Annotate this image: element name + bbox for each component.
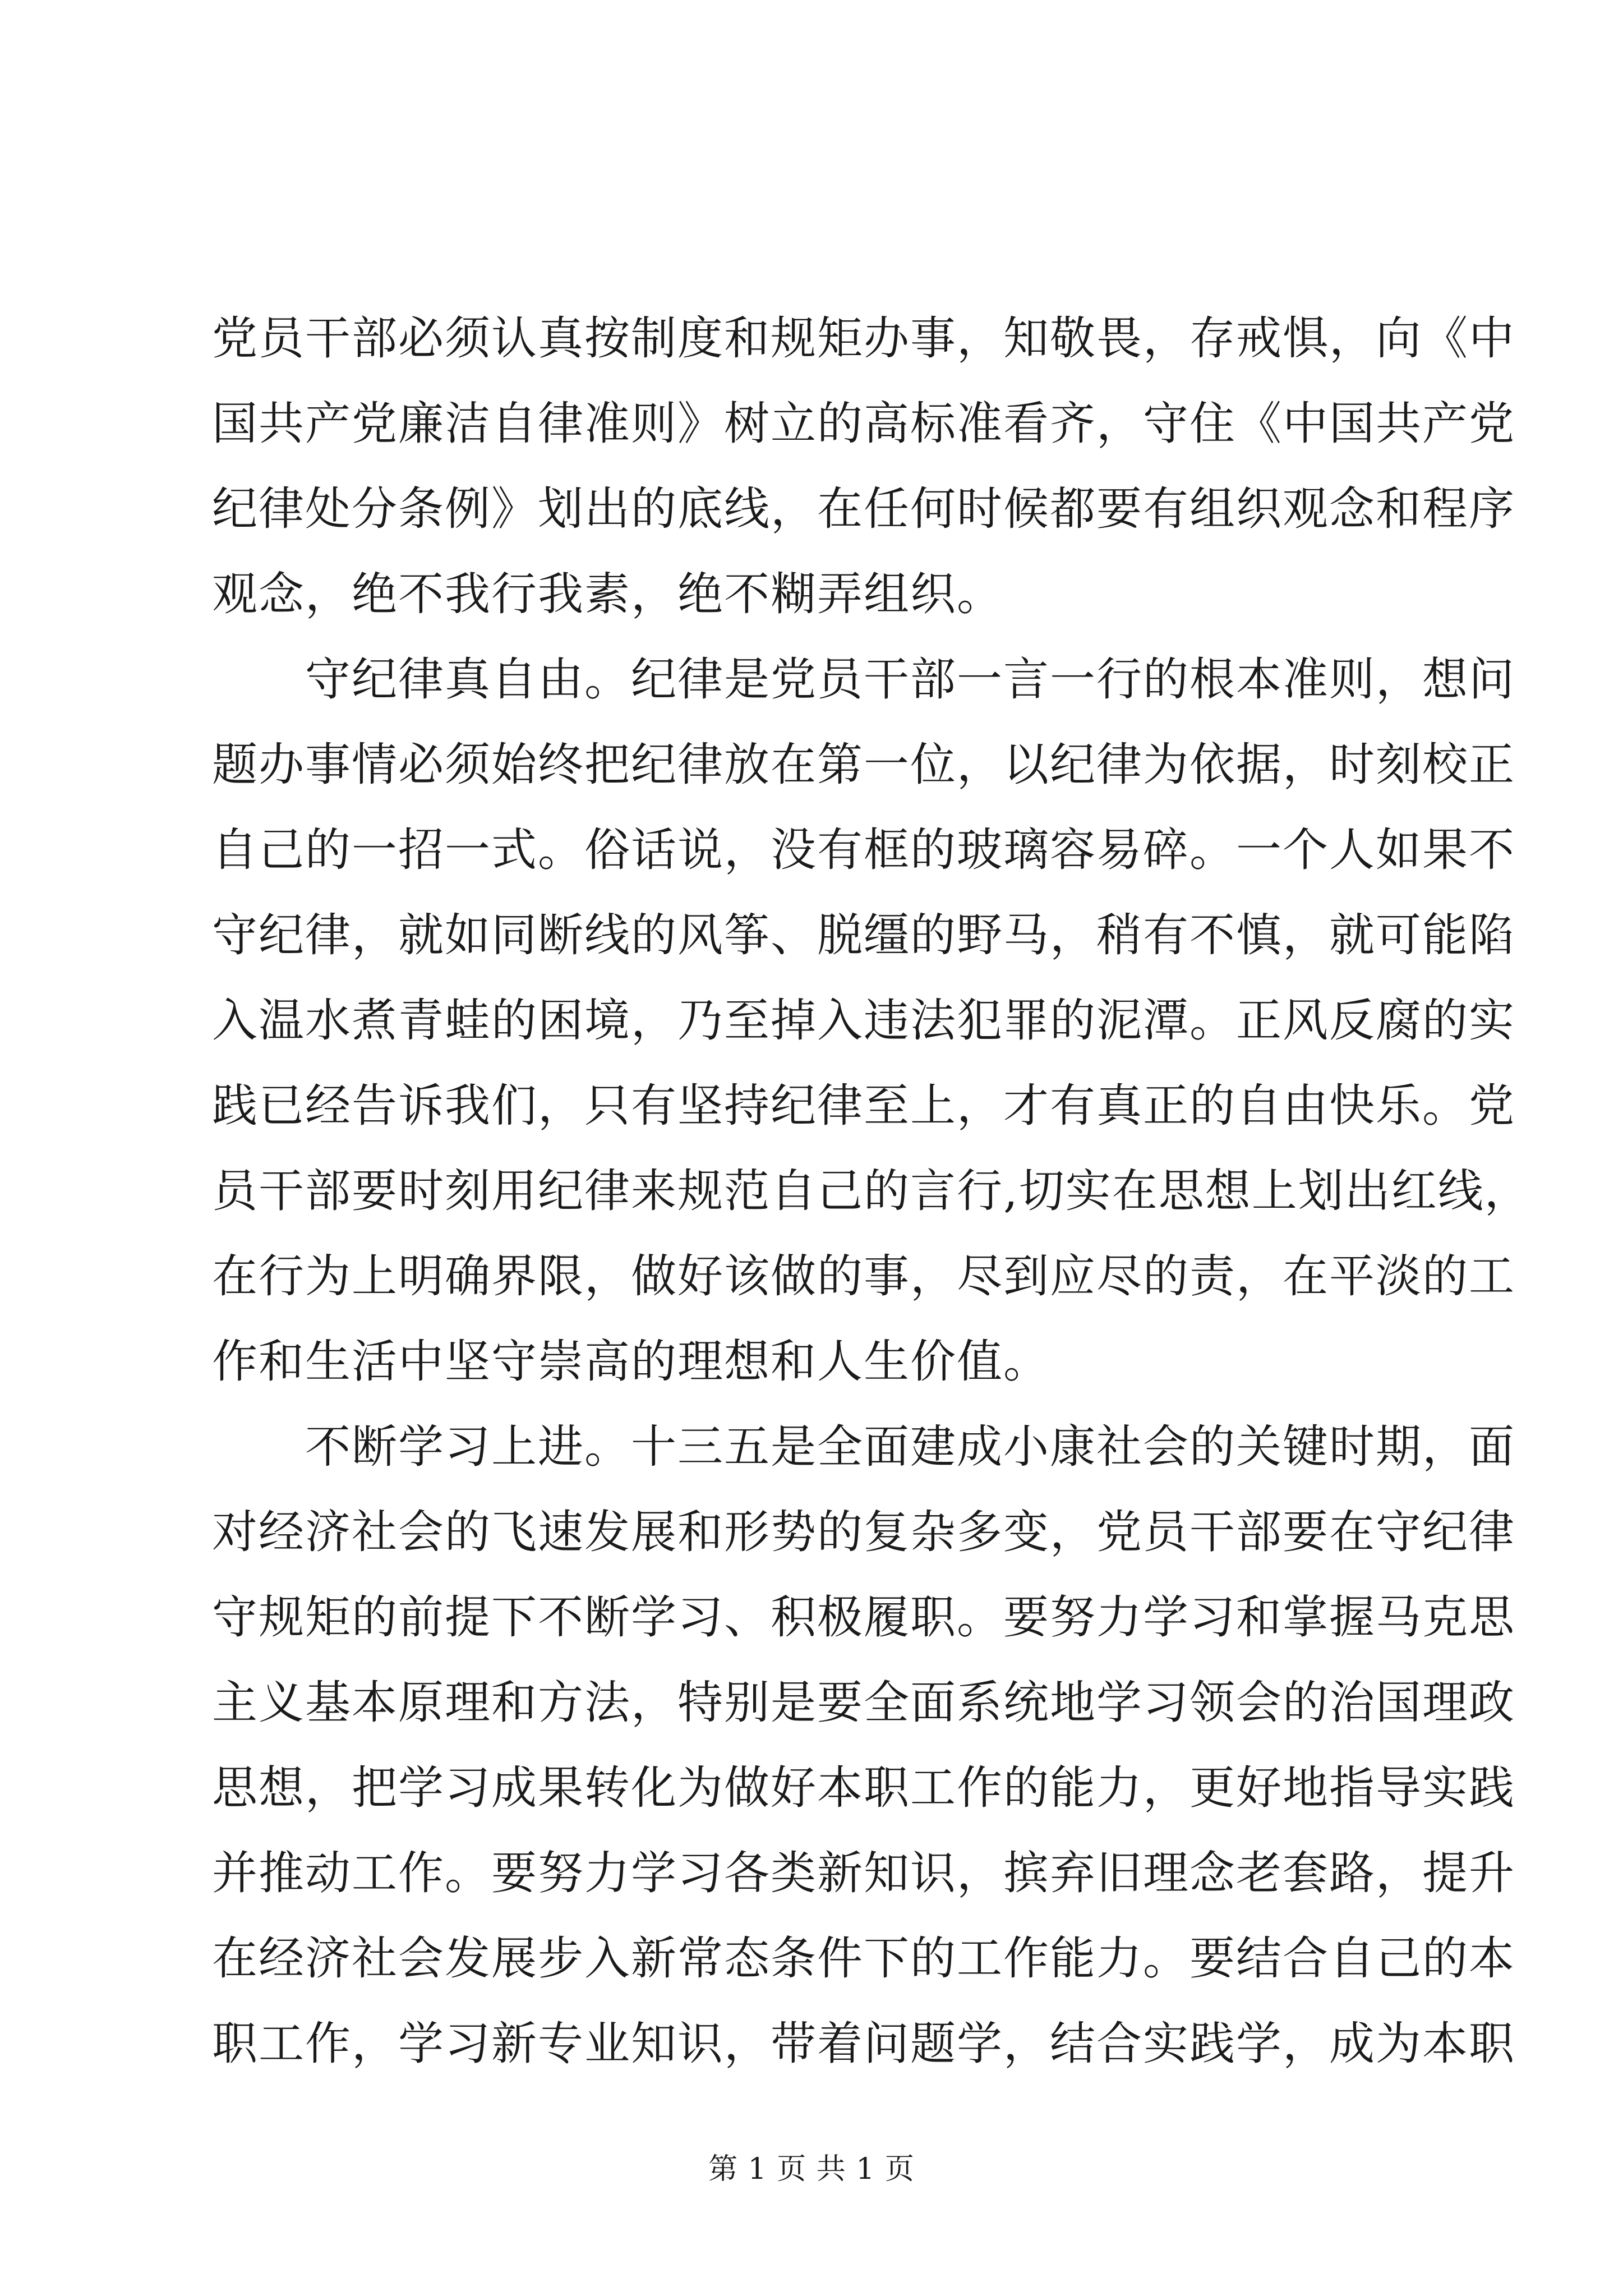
text-line: 主义基本原理和方法，特别是要全面系统地学习领会的治国理政 (212, 1677, 1516, 1729)
text-line: 思想，把学习成果转化为做好本职工作的能力，更好地指导实践 (212, 1762, 1516, 1815)
text-line: 守规矩的前提下不断学习、积极履职。要努力学习和掌握马克思 (212, 1591, 1516, 1644)
text-line: 守纪律真自由。纪律是党员干部一言一行的根本准则，想问 (212, 654, 1516, 706)
text-line: 党员干部必须认真按制度和规矩办事，知敬畏，存戒惧，向《中 (212, 312, 1516, 365)
text-line: 纪律处分条例》划出的底线，在任何时候都要有组织观念和程序 (212, 483, 1516, 536)
text-line: 对经济社会的飞速发展和形势的复杂多变，党员干部要在守纪律 (212, 1506, 1516, 1559)
text-line: 题办事情必须始终把纪律放在第一位，以纪律为依据，时刻校正 (212, 739, 1516, 792)
text-line: 职工作，学习新专业知识，带着问题学，结合实践学，成为本职 (212, 2018, 1516, 2070)
text-line: 入温水煮青蛙的困境，乃至掉入违法犯罪的泥潭。正风反腐的实 (212, 995, 1516, 1047)
text-line: 不断学习上进。十三五是全面建成小康社会的关键时期，面 (212, 1421, 1516, 1474)
text-line: 守纪律，就如同断线的风筝、脱缰的野马，稍有不慎，就可能陷 (212, 909, 1516, 962)
text-line: 作和生活中坚守崇高的理想和人生价值。 (212, 1336, 1050, 1388)
text-line: 践已经告诉我们，只有坚持纪律至上，才有真正的自由快乐。党 (212, 1080, 1516, 1133)
text-line: 在行为上明确界限，做好该做的事，尽到应尽的责，在平淡的工 (212, 1250, 1516, 1303)
text-line: 并推动工作。要努力学习各类新知识，摈弃旧理念老套路，提升 (212, 1847, 1516, 1900)
text-line: 员干部要时刻用纪律来规范自己的言行,切实在思想上划出红线， (212, 1165, 1531, 1218)
text-line: 在经济社会发展步入新常态条件下的工作能力。要结合自己的本 (212, 1932, 1516, 1985)
page-footer: 第 1 页 共 1 页 (708, 2152, 915, 2186)
text-line: 自己的一招一式。俗话说，没有框的玻璃容易碎。一个人如果不 (212, 824, 1516, 877)
text-line: 国共产党廉洁自律准则》树立的高标准看齐，守住《中国共产党 (212, 398, 1516, 450)
text-line: 观念，绝不我行我素，绝不糊弄组织。 (212, 568, 1004, 621)
document-body (212, 296, 1531, 2087)
